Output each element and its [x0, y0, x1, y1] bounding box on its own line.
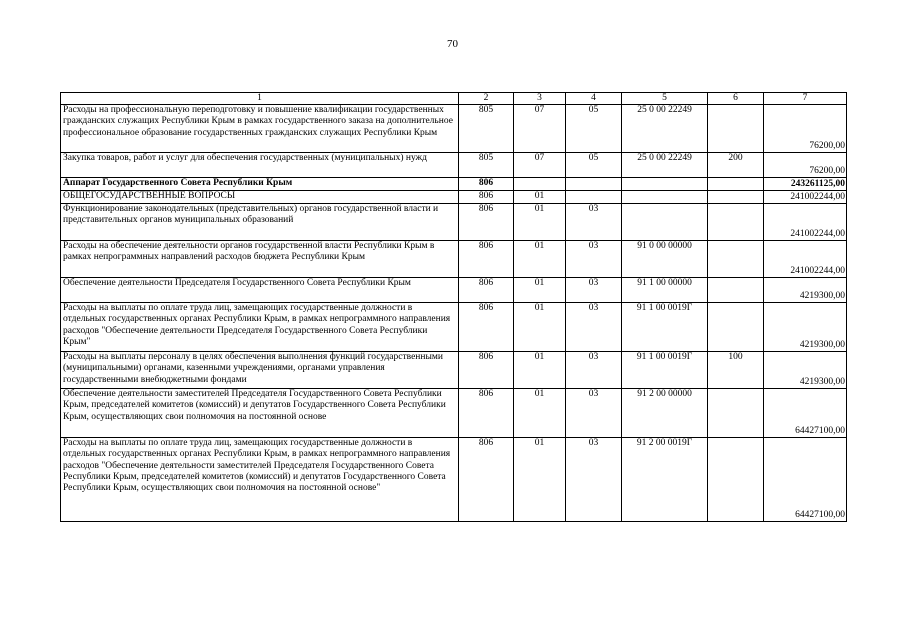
- expense-type-code: [708, 178, 764, 191]
- table-row: [61, 178, 847, 191]
- subsection-code: 03: [566, 278, 622, 303]
- expense-type-code: [708, 438, 764, 522]
- column-number: 6: [708, 93, 764, 105]
- section-code: 01: [514, 278, 566, 303]
- table-row: [61, 241, 847, 278]
- expense-type-code: 100: [708, 352, 764, 389]
- amount: 241002244,00: [764, 241, 847, 278]
- ministry-code: 805: [459, 105, 514, 153]
- target-article-code: 25 0 00 22249: [622, 153, 708, 178]
- subsection-code: 03: [566, 204, 622, 241]
- target-article-code: [622, 204, 708, 241]
- expense-name: Расходы на выплаты персоналу в целях обеспечения выполнения функций государственными (муниципальными) органами, казенными учреждениями, органами управления государственными внебюджетными фондами: [61, 352, 459, 389]
- ministry-code: 806: [459, 191, 514, 204]
- section-code: [514, 178, 566, 191]
- column-number-row: [61, 93, 847, 105]
- subsection-code: 03: [566, 389, 622, 438]
- column-number: 3: [514, 93, 566, 105]
- amount: 4219300,00: [764, 352, 847, 389]
- section-code: 07: [514, 105, 566, 153]
- expense-name: Расходы на профессиональную переподготовку и повышение квалификации государственных гражданских служащих Республики Крым в рамках государственного заказа на дополнительное профессиональное образование государственных гражданских служащих Республики Крым: [61, 105, 459, 153]
- target-article-code: [622, 191, 708, 204]
- expense-name: ОБЩЕГОСУДАРСТВЕННЫЕ ВОПРОСЫ: [61, 191, 459, 204]
- target-article-code: 91 2 00 00000: [622, 389, 708, 438]
- expense-name: Обеспечение деятельности Председателя Государственного Совета Республики Крым: [61, 278, 459, 303]
- amount: 64427100,00: [764, 389, 847, 438]
- table-row: [61, 204, 847, 241]
- expense-type-code: [708, 105, 764, 153]
- subsection-code: 03: [566, 352, 622, 389]
- budget-table: [60, 92, 847, 522]
- expense-type-code: [708, 204, 764, 241]
- amount: 64427100,00: [764, 438, 847, 522]
- section-code: 01: [514, 241, 566, 278]
- target-article-code: 25 0 00 22249: [622, 105, 708, 153]
- table-row: [61, 303, 847, 352]
- table-row: [61, 153, 847, 178]
- expense-type-code: [708, 389, 764, 438]
- column-number: 2: [459, 93, 514, 105]
- expense-name: Аппарат Государственного Совета Республики Крым: [61, 178, 459, 191]
- subsection-code: [566, 178, 622, 191]
- subsection-code: 03: [566, 438, 622, 522]
- target-article-code: [622, 178, 708, 191]
- table-row: [61, 191, 847, 204]
- column-number: 5: [622, 93, 708, 105]
- ministry-code: 806: [459, 389, 514, 438]
- subsection-code: [566, 191, 622, 204]
- table-row: [61, 278, 847, 303]
- ministry-code: 806: [459, 204, 514, 241]
- amount: 76200,00: [764, 105, 847, 153]
- ministry-code: 806: [459, 278, 514, 303]
- expense-type-code: [708, 303, 764, 352]
- amount: 243261125,00: [764, 178, 847, 191]
- subsection-code: 05: [566, 153, 622, 178]
- section-code: 01: [514, 352, 566, 389]
- table-row: [61, 389, 847, 438]
- column-number: 7: [764, 93, 847, 105]
- column-number: 4: [566, 93, 622, 105]
- ministry-code: 806: [459, 241, 514, 278]
- ministry-code: 806: [459, 438, 514, 522]
- ministry-code: 806: [459, 352, 514, 389]
- target-article-code: 91 0 00 00000: [622, 241, 708, 278]
- expense-type-code: [708, 191, 764, 204]
- target-article-code: 91 1 00 0019Г: [622, 303, 708, 352]
- expense-name: Обеспечение деятельности заместителей Председателя Государственного Совета Республики Крым, председателей комитетов (комиссий) и депутатов Государственного Совета Республики Крым, осуществляющих свои полномочия на постоянной основе: [61, 389, 459, 438]
- ministry-code: 805: [459, 153, 514, 178]
- ministry-code: 806: [459, 303, 514, 352]
- subsection-code: 03: [566, 303, 622, 352]
- column-number: 1: [61, 93, 459, 105]
- target-article-code: 91 1 00 00000: [622, 278, 708, 303]
- subsection-code: 03: [566, 241, 622, 278]
- section-code: 01: [514, 204, 566, 241]
- expense-name: Функционирование законодательных (представительных) органов государственной власти и представительных органов муниципальных образований: [61, 204, 459, 241]
- section-code: 01: [514, 303, 566, 352]
- table-row: [61, 438, 847, 522]
- expense-type-code: [708, 241, 764, 278]
- amount: 76200,00: [764, 153, 847, 178]
- page-number: 70: [447, 38, 458, 50]
- section-code: 07: [514, 153, 566, 178]
- target-article-code: 91 2 00 0019Г: [622, 438, 708, 522]
- amount: 241002244,00: [764, 191, 847, 204]
- section-code: 01: [514, 438, 566, 522]
- section-code: 01: [514, 191, 566, 204]
- ministry-code: 806: [459, 178, 514, 191]
- amount: 4219300,00: [764, 303, 847, 352]
- amount: 241002244,00: [764, 204, 847, 241]
- table-row: [61, 105, 847, 153]
- expense-name: Закупка товаров, работ и услуг для обеспечения государственных (муниципальных) нужд: [61, 153, 459, 178]
- table-row: [61, 352, 847, 389]
- section-code: 01: [514, 389, 566, 438]
- amount: 4219300,00: [764, 278, 847, 303]
- expense-name: Расходы на выплаты по оплате труда лиц, замещающих государственные должности в отдельных государственных органах Республики Крым, в рамках непрограммного направления расходов "Обеспечение деятельности заместителей Председателя Государственного Совета Республики Крым, председателей комитетов (комиссий) и депутатов Государственного Совета Республики Крым, осуществляющих свои полномочия на постоянной основе": [61, 438, 459, 522]
- subsection-code: 05: [566, 105, 622, 153]
- target-article-code: 91 1 00 0019Г: [622, 352, 708, 389]
- expense-type-code: 200: [708, 153, 764, 178]
- expense-name: Расходы на выплаты по оплате труда лиц, замещающих государственные должности в отдельных государственных органах Республики Крым, в рамках непрограммного направления расходов "Обеспечение деятельности Председателя Государственного Совета Республики Крым": [61, 303, 459, 352]
- expense-name: Расходы на обеспечение деятельности органов государственной власти Республики Крым в рамках непрограммных направлений расходов бюджета Республики Крым: [61, 241, 459, 278]
- expense-type-code: [708, 278, 764, 303]
